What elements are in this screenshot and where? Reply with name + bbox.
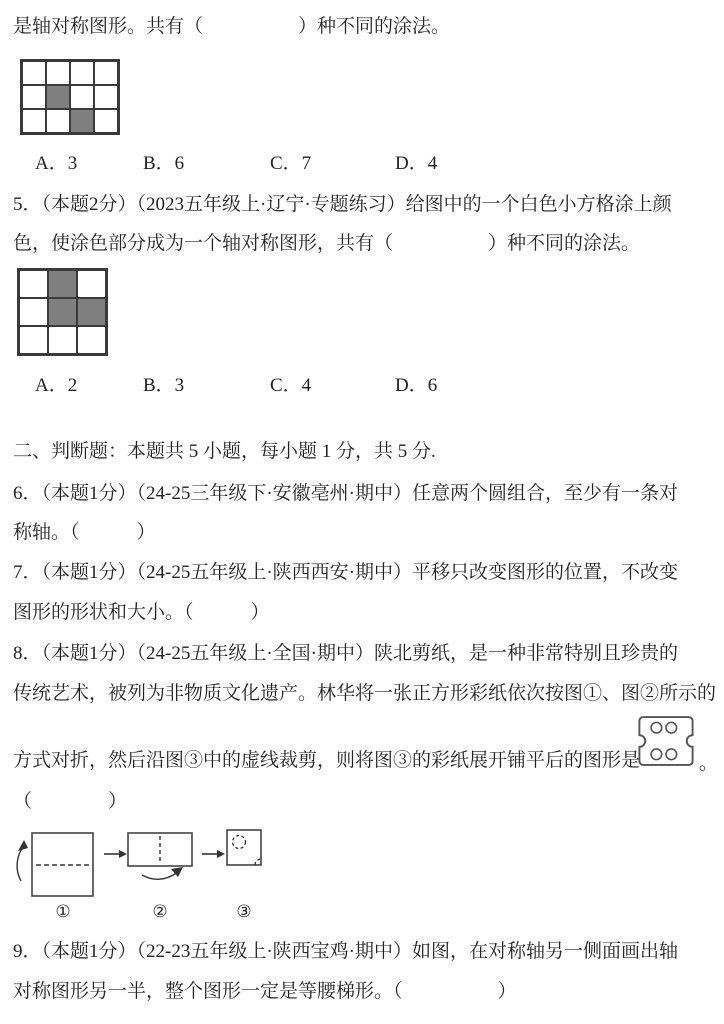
grid-cell-shaded	[77, 298, 106, 326]
arrow-2-head	[217, 850, 225, 858]
q4-intro-line: 是轴对称图形。共有（ ）种不同的涂法。	[13, 16, 451, 37]
grid-cell	[22, 109, 46, 133]
q9-line-2: 对称图形另一半，整个图形一定是等腰梯形。（ ）	[13, 981, 517, 1002]
grid-cell	[70, 85, 94, 109]
q5-line-2: 色，使涂色部分成为一个轴对称图形，共有（ ）种不同的涂法。	[13, 233, 641, 254]
q8-cut-result-figure	[638, 716, 694, 766]
hole-top-left	[651, 722, 662, 733]
grid-cell	[19, 326, 48, 354]
q9-line-1: 9．（本题1分）（22-23五年级上·陕西宝鸡·期中）如图，在对称轴另一侧面画出轴	[13, 941, 678, 962]
hole-bottom-right	[666, 749, 677, 760]
q5-option-b: B．3	[143, 375, 185, 396]
q5-line-1: 5．（本题2分）（2023五年级上·辽宁·专题练习）给图中的一个白色小方格涂上颜	[13, 194, 672, 215]
grid-cell	[77, 270, 106, 298]
q4-option-a: A．3	[35, 153, 78, 174]
grid-cell	[48, 326, 77, 354]
hole-bottom-left	[651, 749, 662, 760]
fold-steps-diagram	[12, 826, 282, 920]
hole-top-right	[666, 722, 677, 733]
grid-cell-shaded	[48, 270, 77, 298]
grid-cell	[22, 61, 46, 85]
q8-fold-diagram	[12, 826, 282, 920]
q8-answer-blank: （ ）	[13, 791, 128, 812]
grid-cell	[94, 85, 118, 109]
q8-line-1: 8．（本题1分）（24-25五年级上·全国·期中）陕北剪纸，是一种非常特别且珍贵的	[13, 643, 678, 664]
grid-cell-shaded	[48, 298, 77, 326]
q6-line-2: 称轴。（ ）	[13, 522, 156, 543]
grid-cell	[94, 61, 118, 85]
q5-options-row	[0, 370, 724, 396]
grid-cell	[46, 61, 70, 85]
q5-option-a: A．2	[35, 375, 78, 396]
q4-option-c: C．7	[270, 153, 312, 174]
q5-grid-figure	[17, 268, 108, 356]
q4-option-b: B．6	[143, 153, 185, 174]
grid-cell	[22, 85, 46, 109]
cut-paper-icon	[638, 716, 694, 766]
q5-option-d: D．6	[395, 375, 438, 396]
step3-label: ③	[236, 902, 252, 920]
step1-label: ①	[55, 902, 71, 920]
q6-line-1: 6．（本题1分）（24-25三年级下·安徽亳州·期中）任意两个圆组合，至少有一条对	[13, 483, 678, 504]
grid-cell	[77, 326, 106, 354]
paper-outline	[639, 717, 692, 765]
arrow-1-head	[119, 850, 127, 858]
step3-square	[227, 830, 261, 865]
grid-cell	[19, 270, 48, 298]
q8-line-2: 传统艺术，被列为非物质文化遗产。林华将一张正方形彩纸依次按图①、图②所示的	[13, 683, 717, 704]
grid-cell	[70, 61, 94, 85]
q5-option-c: C．4	[270, 375, 312, 396]
grid-cell	[94, 109, 118, 133]
step2-fold-arrow-icon	[142, 872, 178, 879]
section-2-header: 二、判断题：本题共 5 小题，每小题 1 分，共 5 分.	[13, 441, 436, 462]
step2-label: ②	[152, 902, 168, 920]
q8-line-3: 方式对折，然后沿图③中的虚线裁剪，则将图③的彩纸展开铺平后的图形是	[13, 750, 641, 771]
q7-line-2: 图形的形状和大小。（ ）	[13, 602, 270, 623]
q4-options-row	[0, 148, 724, 174]
grid-cell-shaded	[70, 109, 94, 133]
q7-line-1: 7．（本题1分）（24-25五年级上·陕西西安·期中）平移只改变图形的位置，不改变	[13, 562, 678, 583]
q4-option-d: D．4	[395, 153, 438, 174]
grid-cell-shaded	[46, 85, 70, 109]
step1-fold-arrowhead	[18, 840, 28, 851]
q4-grid-figure	[20, 59, 120, 135]
grid-cell	[46, 109, 70, 133]
grid-cell	[19, 298, 48, 326]
q8-line-3-period: 。	[699, 753, 719, 774]
step1-fold-arrow-icon	[17, 847, 23, 881]
